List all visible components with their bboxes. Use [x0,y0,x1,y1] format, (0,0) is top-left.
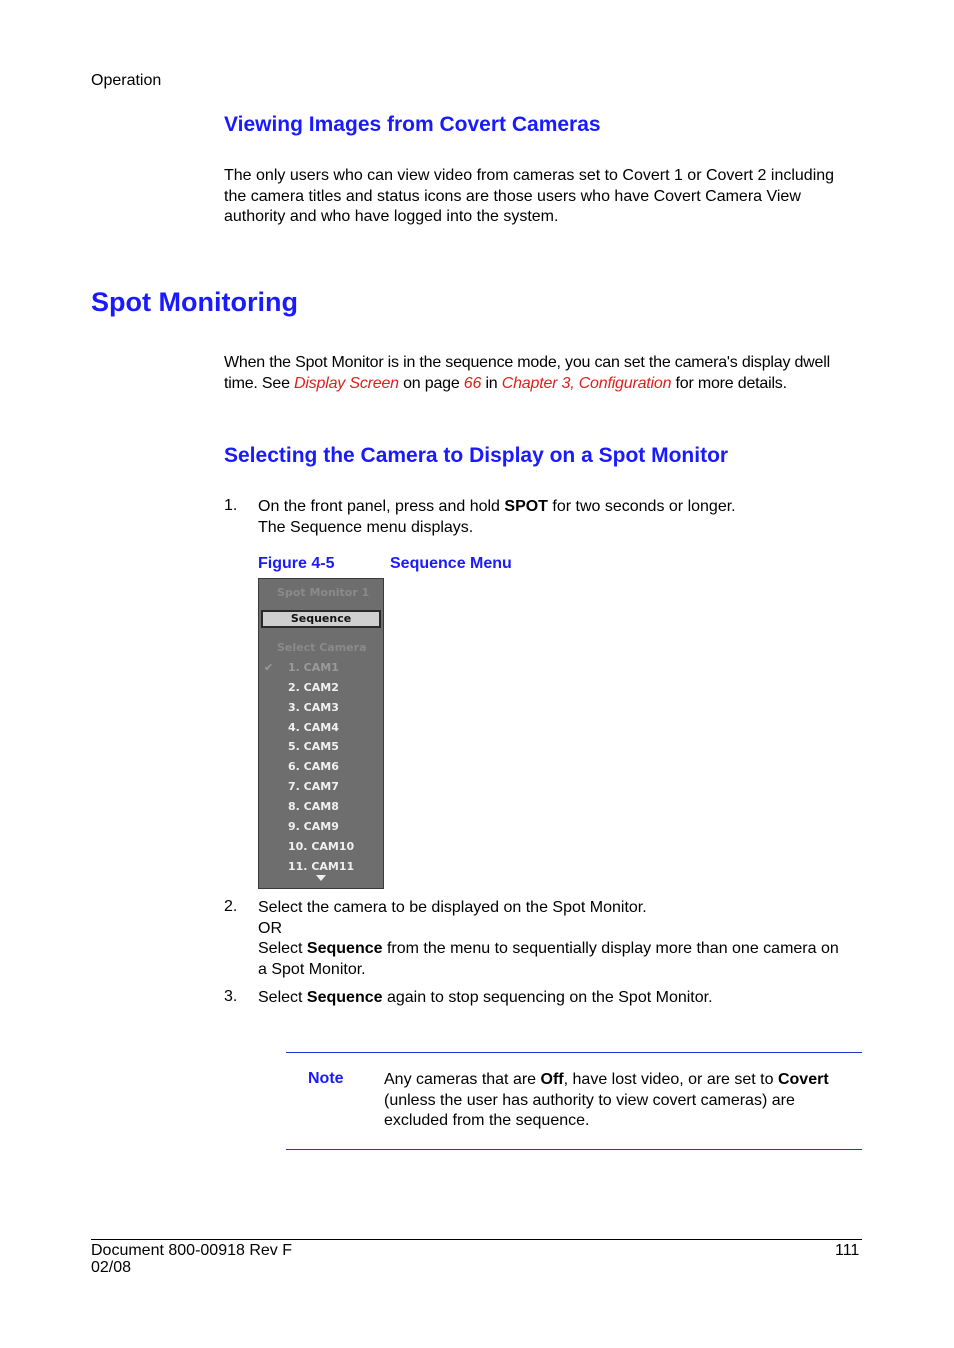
camera-item[interactable]: 2. CAM2 [288,681,339,694]
camera-item[interactable]: 10. CAM10 [288,840,355,853]
step-line [258,939,839,960]
step-line: OR [258,919,282,937]
text: Any cameras that are [384,1071,541,1088]
covert-paragraph [224,166,834,228]
step-3-text [258,988,713,1009]
sequence-term: Sequence [306,989,383,1006]
step-1-text [258,497,736,538]
camera-item[interactable]: 5. CAM5 [288,740,339,753]
sequence-button[interactable]: Sequence [261,610,381,628]
covert-term: Covert [777,1071,829,1088]
step-2-text [258,898,839,980]
camera-item[interactable]: 9. CAM9 [288,820,339,833]
spot-key: SPOT [504,498,548,515]
page-66-link[interactable]: 66 [463,374,482,392]
camera-item[interactable]: 4. CAM4 [288,721,339,734]
figure-title: Sequence Menu [390,555,512,572]
covert-line: authority and who have logged into the system. [224,208,559,225]
chapter-3-link[interactable]: Chapter 3, Configuration [501,374,672,392]
menu-title: Spot Monitor 1 [277,586,370,599]
camera-item[interactable]: 6. CAM6 [288,760,339,773]
footer-date: 02/08 [91,1259,132,1276]
camera-item[interactable]: 8. CAM8 [288,800,339,813]
text: in [481,374,502,392]
footer-document: Document 800-00918 Rev F [91,1242,292,1259]
sequence-menu [258,578,384,889]
camera-item[interactable]: 11. CAM11 [288,860,355,873]
step-line [258,988,713,1009]
camera-item[interactable]: 1. CAM1 [288,661,339,674]
step-3-number: 3. [224,988,238,1005]
text: for two seconds or longer. [547,498,736,515]
step-1-number: 1. [224,497,238,514]
figure-label: Figure 4-5 [258,555,335,572]
footer-rule [91,1239,862,1240]
note-label: Note [308,1070,344,1087]
note-line: (unless the user has authority to view covert cameras) are [384,1091,795,1109]
note-line [384,1070,829,1091]
display-screen-link[interactable]: Display Screen [294,374,399,392]
note-text [384,1070,829,1132]
running-header: Operation [91,72,162,89]
text: Select [258,940,307,957]
text: On the front panel, press and hold [258,498,505,515]
scroll-down-icon[interactable] [316,875,326,881]
menu-subtitle: Select Camera [277,641,367,654]
text: for more details. [671,374,787,392]
off-term: Off [540,1071,564,1088]
text: , have lost video, or are set to [563,1071,778,1088]
note-top-rule [286,1052,862,1053]
covert-heading: Viewing Images from Covert Cameras [224,113,601,136]
step-line [258,497,736,518]
text: from the menu to sequentially display more than one camera on [382,940,839,957]
note-bottom-rule [286,1149,862,1150]
page-number: 111 [835,1242,860,1259]
check-icon: ✔ [264,661,274,674]
step-line: The Sequence menu displays. [258,518,474,536]
spot-line: When the Spot Monitor is in the sequence mode, you can set the camera's display dwell [224,354,830,371]
spot-heading: Spot Monitoring [91,287,298,317]
step-2-number: 2. [224,898,238,915]
note-line: excluded from the sequence. [384,1112,590,1129]
step-line: a Spot Monitor. [258,960,366,978]
text: time. See [224,374,295,392]
covert-line: the camera titles and status icons are those users who have Covert Camera View [224,187,801,205]
covert-line: The only users who can view video from cameras set to Covert 1 or Covert 2 including [224,167,835,184]
camera-item[interactable]: 7. CAM7 [288,780,339,793]
camera-item[interactable]: 3. CAM3 [288,701,339,714]
text: Select [258,989,307,1006]
spot-line [224,374,830,395]
text: on page [398,374,464,392]
sequence-term: Sequence [306,940,383,957]
text: again to stop sequencing on the Spot Monitor. [382,989,713,1006]
selecting-heading: Selecting the Camera to Display on a Spot Monitor [224,444,729,467]
step-line: Select the camera to be displayed on the Spot Monitor. [258,899,647,916]
spot-paragraph [224,353,830,394]
